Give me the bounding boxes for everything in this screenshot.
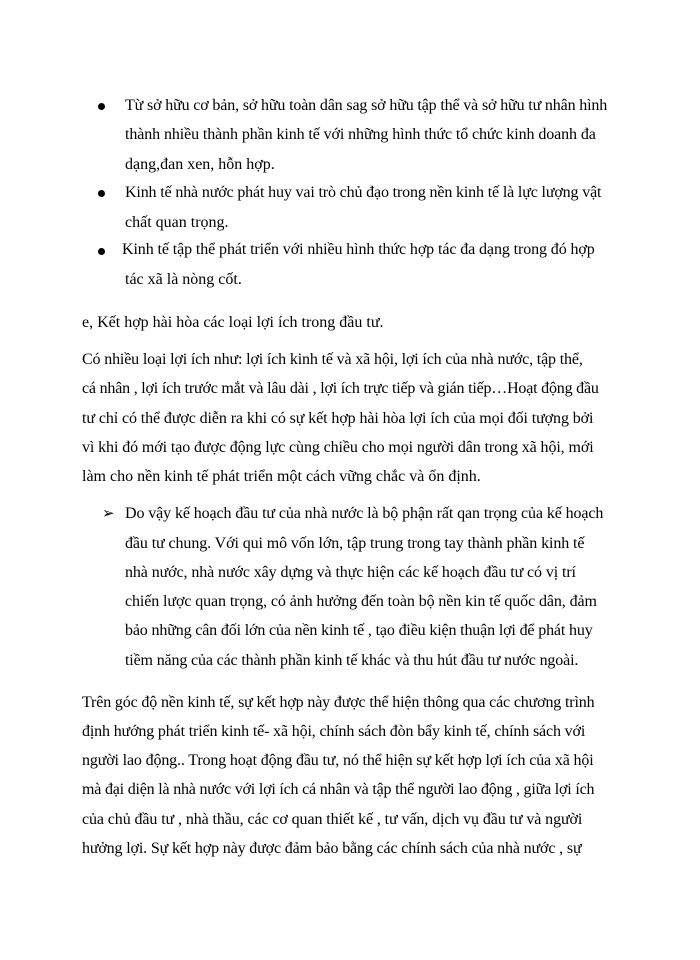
bullet-1-line-1: Từ sở hữu cơ bản, sở hữu toàn dân sag sở hữu tập thể và sở hữu tư nhân hình bbox=[125, 97, 608, 114]
bullet-dot-icon bbox=[98, 103, 105, 110]
paragraph-1-line-4: vì khi đó mới tạo được động lực cùng chiều cho mọi người dân trong xã hội, mới bbox=[82, 439, 594, 456]
paragraph-1-line-1: Có nhiều loại lợi ích như: lợi ích kinh tế và xã hội, lợi ích của nhà nước, tập thể, bbox=[82, 351, 583, 368]
paragraph-2-line-5: của chủ đầu tư , nhà thầu, các cơ quan thiết kế , tư vấn, dịch vụ đầu tư và người bbox=[82, 811, 583, 828]
arrow-item-line-5: bảo những cân đối lớn của nền kinh tế , tạo điều kiện thuận lợi để phát huy bbox=[125, 622, 593, 639]
arrow-bullet-icon: ➢ bbox=[102, 504, 115, 522]
paragraph-2-line-4: mà đại diện là nhà nước với lợi ích cá nhân và tập thể người lao động , giữa lợi ích bbox=[82, 781, 595, 798]
bullet-dot-icon bbox=[98, 248, 105, 255]
bullet-2-line-2: chất quan trọng. bbox=[125, 214, 229, 231]
paragraph-2-line-6: hưởng lợi. Sự kết hợp này được đảm bảo bằng các chính sách của nhà nước , sự bbox=[82, 840, 582, 857]
paragraph-1-line-2: cá nhân , lợi ích trước mắt và lâu dài , lợi ích trực tiếp và gián tiếp…Hoạt động đầu bbox=[82, 380, 599, 397]
arrow-item-line-4: chiến lược quan trọng, có ảnh hưởng đến toàn bộ nền kin tế quốc dân, đảm bbox=[125, 593, 597, 610]
paragraph-2-line-2: định hướng phát triển kinh tế- xã hội, chính sách đòn bẩy kinh tế, chính sách với bbox=[82, 723, 586, 740]
arrow-item-line-2: đầu tư chung. Với qui mô vốn lớn, tập trung trong tay thành phần kinh tế bbox=[125, 535, 585, 552]
section-heading: e, Kết hợp hài hòa các loại lợi ích trong đầu tư. bbox=[82, 314, 384, 331]
arrow-item-line-6: tiềm năng của các thành phần kinh tế khác và thu hút đầu tư nước ngoài. bbox=[125, 652, 579, 669]
paragraph-1-line-5: làm cho nền kinh tế phát triển một cách vững chắc và ổn định. bbox=[82, 468, 481, 485]
bullet-2-line-1: Kinh tế nhà nước phát huy vai trò chủ đạo trong nền kinh tế là lực lượng vật bbox=[125, 184, 602, 201]
paragraph-1-line-3: tư chỉ có thể được diễn ra khi có sự kết hợp hài hòa lợi ích của mọi đối tượng bởi bbox=[82, 410, 594, 427]
arrow-item-line-1: Do vậy kế hoạch đầu tư của nhà nước là bộ phận rất qan trọng của kế hoạch bbox=[125, 505, 604, 522]
arrow-item-line-3: nhà nước, nhà nước xây dựng và thực hiện các kế hoạch đầu tư có vị trí bbox=[125, 564, 576, 581]
bullet-1-line-2: thành nhiều thành phần kinh tế với những hình thức tổ chức kinh doanh đa bbox=[125, 126, 596, 143]
bullet-3-line-1: Kinh tế tập thể phát triển với nhiều hình thức hợp tác đa dạng trong đó hợp bbox=[122, 241, 595, 258]
bullet-3-line-2: tác xã là nòng cốt. bbox=[125, 271, 242, 288]
paragraph-2-line-3: người lao động.. Trong hoạt động đầu tư, nó thể hiện sự kết hợp lợi ích của xã hội bbox=[82, 752, 594, 769]
paragraph-2-line-1: Trên góc độ nền kinh tế, sự kết hợp này được thể hiện thông qua các chương trình bbox=[82, 694, 595, 711]
bullet-1-line-3: dạng,đan xen, hỗn hợp. bbox=[125, 156, 275, 173]
bullet-dot-icon bbox=[98, 190, 105, 197]
